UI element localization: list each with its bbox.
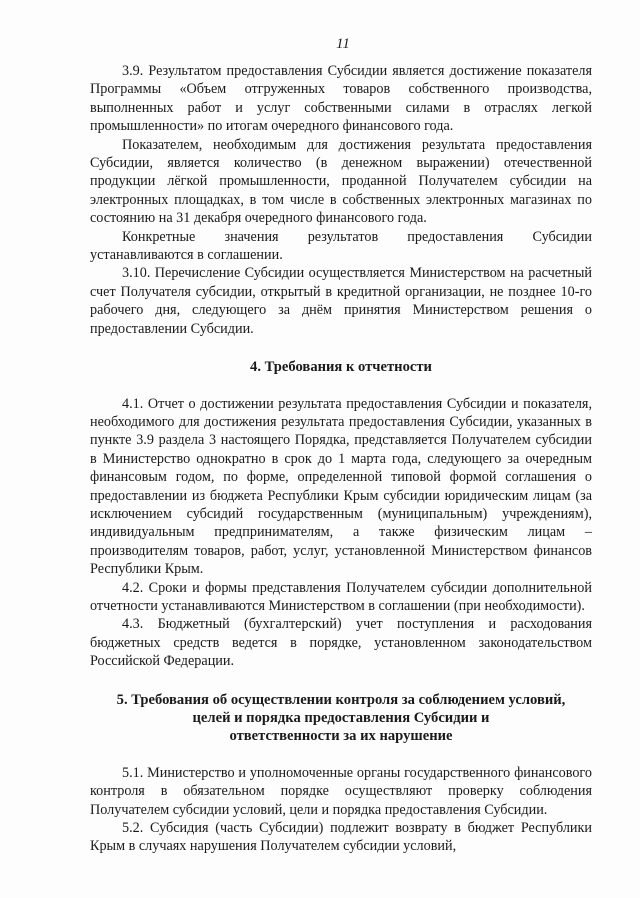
paragraph-3-9: 3.9. Результатом предоставления Субсидии является достижение показателя Программы «Объем отгруженных товаров собственного производства, выполненных работ и услуг собственными силами в отраслях легкой промышленности» по итогам очередного финансового года.	[90, 63, 592, 135]
paragraph-5-2: 5.2. Субсидия (часть Субсидии) подлежит возврату в бюджет Республики Крым в случаях нарушения Получателем субсидии условий,	[90, 820, 592, 855]
paragraph-4-3: 4.3. Бюджетный (бухгалтерский) учет поступления и расходования бюджетных средств ведется в порядке, установленном законодательством Российской Федерации.	[90, 616, 592, 670]
paragraph-5-1: 5.1. Министерство и уполномоченные органы государственного финансового контроля в обязательном порядке осуществляют проверку соблюдения Получателем субсидии условий, цели и порядка предоставления Субсидии.	[90, 764, 592, 818]
paragraph-3-9-indicator: Показателем, необходимым для достижения результата предоставления Субсидии, является количество (в денежном выражении) отечественной продукции лёгкой промышленности, проданной Получателем субсидии на электронных площадках, в том числе в собственных электронных магазинах по состоянию на 31 декабря очередного финансового года.	[90, 136, 592, 227]
paragraph-3-10: 3.10. Перечисление Субсидии осуществляется Министерством на расчетный счет Получателя субсидии, открытый в кредитной организации, не позднее 10-го рабочего дня, следующего за днём принятия Министерством решения о предоставлении Субсидии.	[90, 265, 592, 337]
section-4-heading: 4. Требования к отчетности	[250, 359, 432, 376]
section-5-heading-line-1: 5. Требования об осуществлении контроля за соблюдением условий,	[116, 691, 566, 708]
page-number: 11	[336, 36, 350, 52]
paragraph-4-2: 4.2. Сроки и формы представления Получателем субсидии дополнительной отчетности устанавливаются Министерством в соглашении (при необходимости).	[90, 579, 592, 614]
paragraph-3-9-values: Конкретные значения результатов предоставления Субсидии устанавливаются в соглашении.	[90, 228, 592, 264]
document-body	[90, 62, 592, 856]
section-5-heading	[90, 691, 592, 746]
section-5-heading-line-3: ответственности за их нарушение	[229, 728, 453, 745]
section-5-heading-line-2: целей и порядка предоставления Субсидии и	[192, 710, 490, 726]
paragraph-4-1: 4.1. Отчет о достижении результата предоставления Субсидии и показателя, необходимого для достижения результата предоставления Субсидии, указанных в пункте 3.9 раздела 3 настоящего Порядка, представляется Получателем субсидии в Министерство однократно в срок до 1 марта года, следующего за очередным финансовым годом, по форме, определенной типовой формой соглашения о предоставлении из бюджета Республики Крым субсидии юридическим лицам (за исключением субсидий государственным (муниципальным) учреждениям), индивидуальным предпринимателям, а также физическим лицам – производителям товаров, работ, услуг, установленной Министерством финансов Республики Крым.	[90, 395, 592, 578]
